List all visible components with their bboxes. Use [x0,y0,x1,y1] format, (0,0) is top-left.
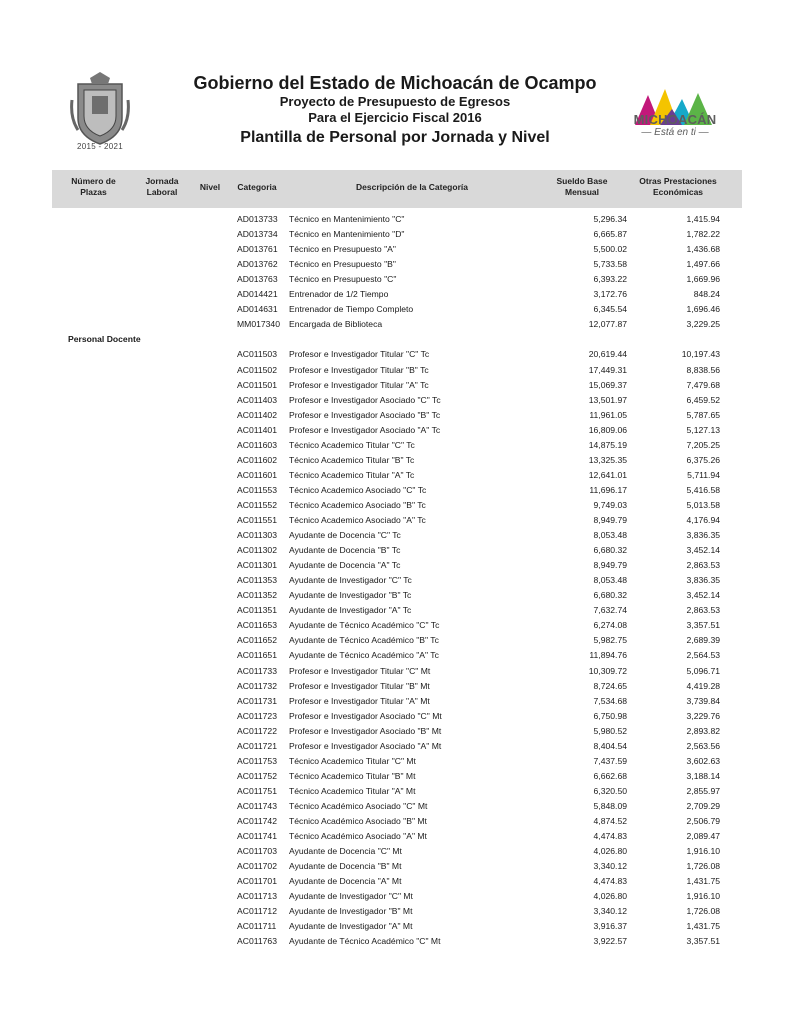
table-row [0,724,791,739]
otras-prestaciones: 1,726.08 [686,861,720,872]
table-row [0,709,791,724]
sueldo-base: 3,916.37 [593,921,627,932]
category-code: AC011602 [237,454,277,465]
sueldo-base: 6,680.32 [593,545,627,556]
category-code: AC011711 [237,921,277,932]
category-description: Técnico en Presupuesto "A" [289,244,396,255]
category-description: Técnico Academico Asociado "B" Tc [289,499,426,510]
sueldo-base: 8,949.79 [593,560,627,571]
table-row [0,769,791,784]
category-description: Técnico en Presupuesto "C" [289,274,397,285]
category-description: Encargada de Biblioteca [289,319,383,330]
table-row [0,363,791,378]
sueldo-base: 6,750.98 [593,710,627,721]
sueldo-base: 8,724.65 [593,680,627,691]
table-row [0,317,791,332]
table-row [0,242,791,257]
category-description: Ayudante de Investigador "C" Tc [289,575,412,586]
sueldo-base: 4,026.80 [593,891,627,902]
col-otras: Otras Prestaciones Económicas [639,176,717,197]
category-code: AC011733 [237,665,277,676]
sueldo-base: 6,665.87 [593,229,627,240]
otras-prestaciones: 3,739.84 [686,695,720,706]
category-code: AC011703 [237,846,277,857]
category-description: Ayudante de Investigador "B" Tc [289,590,412,601]
page-subtitle-1: Proyecto de Presupuesto de Egresos [279,94,511,109]
category-description: Ayudante de Técnico Académico "C" Mt [289,936,441,947]
section-label: Personal Docente [68,334,141,345]
category-description: Ayudante de Docencia "C" Tc [289,530,401,541]
page-subtitle-2: Para el Ejercicio Fiscal 2016 [308,110,482,125]
sueldo-base: 5,500.02 [593,244,627,255]
sueldo-base: 12,641.01 [588,469,627,480]
otras-prestaciones: 6,375.26 [686,454,720,465]
otras-prestaciones: 5,416.58 [686,484,720,495]
table-row [0,679,791,694]
otras-prestaciones: 2,893.82 [686,725,720,736]
category-code: AC011301 [237,560,277,571]
category-description: Profesor e Investigador Titular "C" Tc [289,349,430,360]
otras-prestaciones: 10,197.43 [681,349,720,360]
sueldo-base: 5,733.58 [593,259,627,270]
table-row [0,618,791,633]
otras-prestaciones: 6,459.52 [686,394,720,405]
otras-prestaciones: 5,787.65 [686,409,720,420]
category-description: Profesor e Investigador Asociado "C" Tc [289,394,441,405]
sueldo-base: 11,961.05 [589,409,627,420]
category-code: AC011722 [237,725,277,736]
category-code: AC011731 [237,695,277,706]
category-code: AC011551 [237,515,277,525]
table-row [0,272,791,287]
table-row [0,528,791,543]
sueldo-base: 8,053.48 [593,575,627,586]
otras-prestaciones: 2,089.47 [686,831,720,842]
sueldo-base: 20,619.44 [588,349,627,360]
otras-prestaciones: 2,855.97 [686,785,720,796]
category-description: Ayudante de Investigador "B" Mt [289,906,413,917]
otras-prestaciones: 5,127.13 [686,424,720,435]
category-description: Técnico Academico Titular "B" Tc [289,454,415,465]
category-code: AC011653 [237,620,277,631]
sueldo-base: 13,501.97 [588,394,627,405]
table-row [0,423,791,438]
category-code: AC011601 [237,469,277,480]
category-description: Técnico Academico Titular "C" Mt [289,755,416,766]
sueldo-base: 12,077.87 [588,319,627,330]
sueldo-base: 8,404.54 [593,740,627,751]
otras-prestaciones: 2,709.29 [686,800,720,811]
category-description: Técnico Académico Asociado "B" Mt [289,816,427,826]
otras-prestaciones: 3,188.14 [686,770,720,781]
otras-prestaciones: 2,564.53 [686,650,720,661]
col-categoria: Categoria [237,182,277,192]
category-code: AD013733 [237,214,278,224]
category-code: AC011723 [237,710,277,721]
table-row [0,739,791,754]
sueldo-base: 13,325.35 [588,454,627,465]
otras-prestaciones: 1,431.75 [686,921,720,932]
category-description: Profesor e Investigador Asociado "A" Mt [289,740,442,751]
category-code: AC011712 [237,906,277,917]
category-code: AD014421 [237,289,278,300]
category-description: Profesor e Investigador Asociado "B" Tc [289,409,441,420]
sueldo-base: 7,534.68 [593,695,627,706]
sueldo-base: 8,949.79 [593,515,627,525]
table-row [0,287,791,302]
otras-prestaciones: 3,229.25 [686,319,720,330]
category-description: Técnico Academico Titular "A" Tc [289,469,415,480]
category-description: Técnico en Mantenimiento "C" [289,214,405,224]
sueldo-base: 4,474.83 [593,831,627,842]
otras-prestaciones: 1,436.68 [686,244,720,255]
table-row [0,543,791,558]
otras-prestaciones: 8,838.56 [686,364,720,375]
col-jornada: Jornada Laboral [145,176,179,197]
category-description: Técnico Academico Titular "A" Mt [289,785,416,796]
otras-prestaciones: 3,357.51 [686,620,720,631]
logo-name: MICHOACÁN [633,112,717,127]
table-row [0,648,791,663]
sueldo-base: 7,632.74 [593,605,627,616]
table-row [0,829,791,844]
table-row [0,573,791,588]
sueldo-base: 5,982.75 [593,635,627,646]
category-description: Ayudante de Docencia "C" Mt [289,846,402,857]
category-code: AC011652 [237,635,277,646]
otras-prestaciones: 1,669.96 [686,274,720,285]
category-code: AC011753 [237,755,277,766]
otras-prestaciones: 4,419.28 [686,680,720,691]
otras-prestaciones: 2,863.53 [686,605,720,616]
sueldo-base: 10,309.72 [588,665,627,676]
table-row [0,799,791,814]
category-description: Técnico Académico Asociado "A" Mt [289,831,427,842]
category-code: AC011403 [237,394,277,405]
category-description: Profesor e Investigador Titular "C" Mt [289,665,431,676]
category-code: AC011502 [237,364,277,375]
category-code: AC011401 [237,424,277,435]
sueldo-base: 8,053.48 [593,530,627,541]
sueldo-base: 3,340.12 [593,861,627,872]
table-row [0,934,791,949]
table-row [0,468,791,483]
category-code: AC011552 [237,499,277,510]
sueldo-base: 17,449.31 [588,364,627,375]
table-row [0,859,791,874]
sueldo-base: 5,980.52 [593,725,627,736]
category-description: Ayudante de Docencia "B" Tc [289,545,401,556]
category-description: Entrenador de 1/2 Tiempo [289,289,389,300]
table-row [0,694,791,709]
category-code: AC011302 [237,545,277,556]
otras-prestaciones: 3,452.14 [686,590,720,601]
table-row [0,558,791,573]
otras-prestaciones: 5,711.94 [687,469,720,480]
category-description: Profesor e Investigador Titular "A" Tc [289,379,429,390]
category-description: Técnico en Mantenimiento "D" [289,229,405,240]
page-subtitle-3: Plantilla de Personal por Jornada y Nivel [240,129,550,146]
category-code: AC011303 [237,530,277,541]
sueldo-base: 9,749.03 [593,499,627,510]
otras-prestaciones: 7,205.25 [686,439,720,450]
otras-prestaciones: 1,916.10 [686,846,720,857]
category-description: Ayudante de Docencia "A" Tc [289,560,401,571]
category-description: Ayudante de Docencia "B" Mt [289,861,402,872]
table-row [0,844,791,859]
sueldo-base: 16,809.06 [588,424,627,435]
sueldo-base: 6,393.22 [593,274,627,285]
sueldo-base: 6,662.68 [593,770,627,781]
table-row [0,874,791,889]
category-code: AC011742 [237,816,277,826]
category-code: AC011763 [237,936,277,947]
category-description: Técnico Académico Asociado "C" Mt [289,800,428,811]
otras-prestaciones: 5,096.71 [686,665,720,676]
otras-prestaciones: 2,563.56 [686,740,720,751]
sueldo-base: 11,696.17 [589,484,627,495]
category-code: AC011402 [237,409,277,420]
otras-prestaciones: 3,229.76 [686,710,720,721]
category-description: Técnico en Presupuesto "B" [289,259,396,270]
sueldo-base: 11,894.76 [589,650,627,661]
table-row [0,438,791,453]
category-code: AD013762 [237,259,278,270]
table-row [0,904,791,919]
table-row [0,378,791,393]
category-code: AC011603 [237,439,277,450]
page-header [0,0,791,170]
otras-prestaciones: 3,602.63 [686,755,720,766]
sueldo-base: 15,069.37 [588,379,627,390]
otras-prestaciones: 1,916.10 [686,891,720,902]
logo-tagline: — Está en ti — [641,127,709,138]
table-row [0,227,791,242]
table-row [0,453,791,468]
sueldo-base: 4,474.83 [593,876,627,887]
table-row [0,754,791,769]
sueldo-base: 14,875.19 [588,439,627,450]
sueldo-base: 3,922.57 [593,936,627,947]
table-row [0,784,791,799]
category-code: AD014631 [237,304,278,315]
otras-prestaciones: 1,431.75 [686,876,720,887]
sueldo-base: 6,274.08 [593,620,627,631]
sueldo-base: 5,848.09 [593,800,627,811]
otras-prestaciones: 1,782.22 [686,229,720,240]
otras-prestaciones: 2,689.39 [686,635,720,646]
category-code: AC011503 [237,349,277,360]
category-description: Profesor e Investigador Titular "A" Mt [289,695,430,706]
category-description: Entrenador de Tiempo Completo [289,304,414,315]
category-description: Ayudante de Investigador "C" Mt [289,891,413,902]
table-row [0,257,791,272]
otras-prestaciones: 7,479.68 [686,379,720,390]
col-nivel: Nivel [199,182,221,192]
page-title: Gobierno del Estado de Michoacán de Ocampo [193,73,597,93]
otras-prestaciones: 1,696.46 [686,304,720,315]
category-code: AC011732 [237,680,277,691]
category-description: Ayudante de Investigador "A" Mt [289,921,413,932]
otras-prestaciones: 1,726.08 [686,906,720,917]
otras-prestaciones: 1,497.66 [686,259,720,270]
otras-prestaciones: 3,452.14 [686,545,720,556]
table-row [0,483,791,498]
category-description: Ayudante de Técnico Académico "B" Tc [289,635,439,646]
state-crest-icon [68,70,132,152]
category-code: AC011651 [237,650,277,661]
category-code: AC011702 [237,861,277,872]
otras-prestaciones: 3,836.35 [686,530,720,541]
sueldo-base: 3,172.76 [593,289,627,300]
col-sueldo: Sueldo Base Mensual [556,176,608,197]
otras-prestaciones: 2,863.53 [686,560,720,571]
table-row [0,889,791,904]
category-code: AC011713 [237,891,277,902]
otras-prestaciones: 3,836.35 [686,575,720,586]
otras-prestaciones: 5,013.58 [686,499,720,510]
sueldo-base: 6,680.32 [593,590,627,601]
category-description: Profesor e Investigador Asociado "A" Tc [289,424,441,435]
category-description: Profesor e Investigador Asociado "C" Mt [289,710,442,721]
table-header [52,170,742,208]
table-row [0,664,791,679]
col-plazas: Número de Plazas [71,176,116,197]
category-code: AC011752 [237,770,277,781]
sueldo-base: 5,296.34 [593,214,627,224]
sueldo-base: 6,320.50 [593,785,627,796]
sueldo-base: 6,345.54 [593,304,627,315]
category-code: AC011351 [237,605,277,616]
category-description: Técnico Academico Titular "B" Mt [289,770,416,781]
category-description: Técnico Academico Titular "C" Tc [289,439,415,450]
otras-prestaciones: 2,506.79 [686,816,720,826]
title-block [180,72,610,149]
category-code: AD013763 [237,274,278,285]
category-code: AD013761 [237,244,278,255]
category-code: AC011743 [237,800,277,811]
category-code: AC011553 [237,484,277,495]
category-code: AC011352 [237,590,277,601]
sueldo-base: 3,340.12 [593,906,627,917]
category-code: MM017340 [237,319,280,330]
category-description: Ayudante de Investigador "A" Tc [289,605,412,616]
otras-prestaciones: 1,415.94 [686,214,720,224]
category-code: AC011701 [237,876,277,887]
table-row [0,513,791,528]
category-description: Técnico Academico Asociado "A" Tc [289,515,426,525]
category-code: AD013734 [237,229,278,240]
category-code: AC011501 [237,379,277,390]
category-description: Profesor e Investigador Titular "B" Mt [289,680,430,691]
sueldo-base: 4,874.52 [593,816,627,826]
table-row [0,347,791,362]
category-description: Ayudante de Técnico Académico "C" Tc [289,620,440,631]
table-row [0,603,791,618]
table-row [0,588,791,603]
otras-prestaciones: 848.24 [693,289,720,300]
table-row [0,814,791,829]
table-row [0,212,791,227]
sueldo-base: 4,026.80 [593,846,627,857]
table-row [0,408,791,423]
category-code: AC011741 [237,831,277,842]
table-row [0,302,791,317]
sueldo-base: 7,437.59 [593,755,627,766]
category-code: AC011751 [237,785,277,796]
table-row [0,919,791,934]
table-row [0,633,791,648]
category-code: AC011353 [237,575,277,586]
category-description: Profesor e Investigador Titular "B" Tc [289,364,429,375]
table-row [0,393,791,408]
crest-years: 2015 - 2021 [76,142,123,151]
category-description: Profesor e Investigador Asociado "B" Mt [289,725,442,736]
otras-prestaciones: 3,357.51 [686,936,720,947]
category-description: Técnico Academico Asociado "C" Tc [289,484,427,495]
category-code: AC011721 [237,740,277,751]
otras-prestaciones: 4,176.94 [686,515,720,525]
table-row [0,498,791,513]
category-description: Ayudante de Técnico Académico "A" Tc [289,650,439,661]
col-descripcion: Descripción de la Categoría [356,182,468,192]
category-description: Ayudante de Docencia "A" Mt [289,876,402,887]
